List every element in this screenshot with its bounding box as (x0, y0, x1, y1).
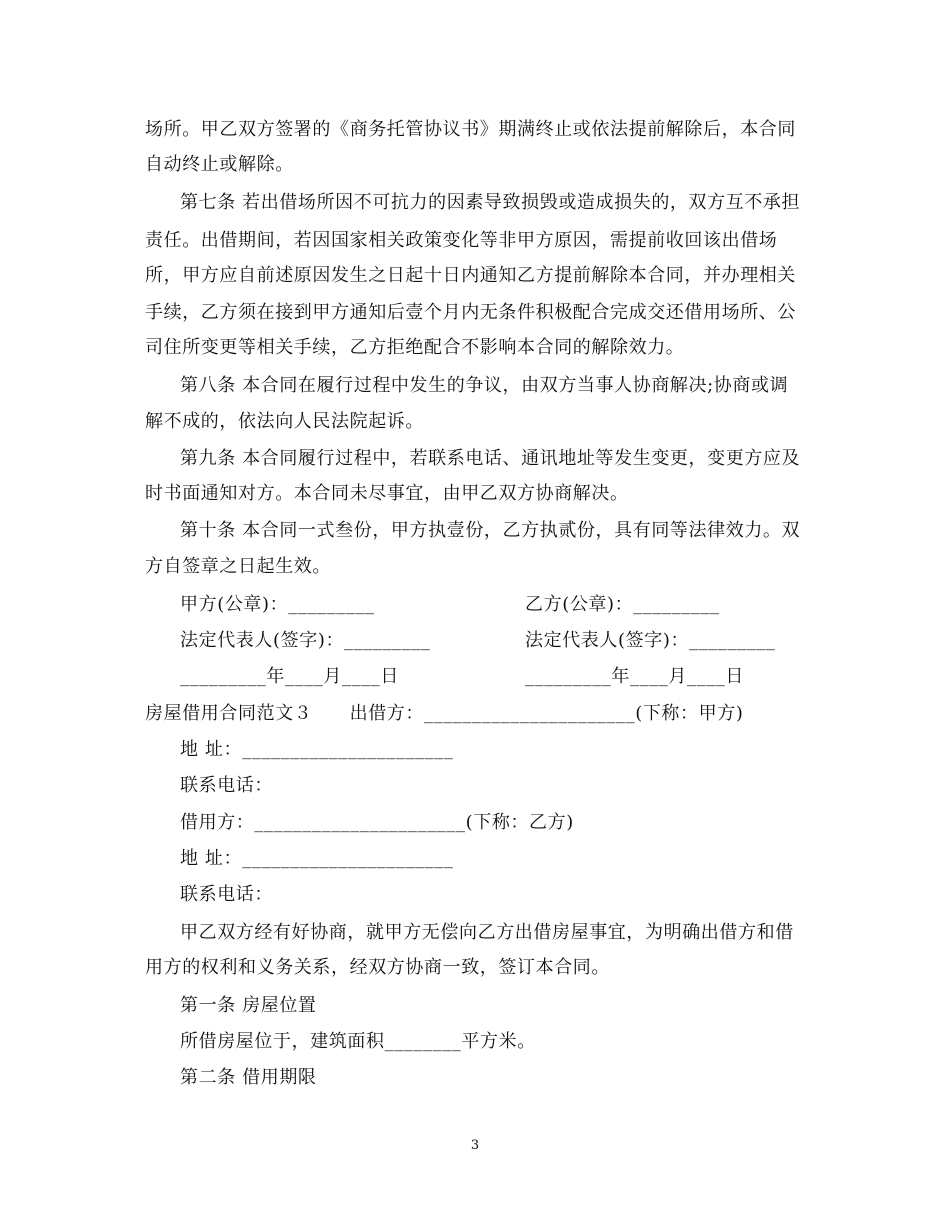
article-8-line: 第八条 本合同在履行过程中发生的争议，由双方当事人协商解决;协商或调 (180, 375, 789, 396)
article-1-title: 第一条 房屋位置 (180, 995, 317, 1016)
article-10-line: 方自签章之日起生效。 (145, 556, 331, 577)
borrower-address: 地 址：______________________ (180, 848, 454, 869)
article-1-body: 所借房屋位于，建筑面积________平方米。 (180, 1031, 536, 1052)
page-number: 3 (470, 1138, 480, 1153)
party-a-date: _________年____月____日 (180, 666, 399, 687)
article-10-line: 第十条 本合同一式叁份，甲方执壹份，乙方执贰份，具有同等法律效力。双 (180, 520, 801, 541)
article-2-title: 第二条 借用期限 (180, 1067, 317, 1088)
lender-address: 地 址：______________________ (180, 739, 454, 760)
article-7-line: 第七条 若出借场所因不可抗力的因素导致损毁或造成损失的，双方互不承担 (180, 192, 801, 213)
borrower-line: 借用方：______________________(下称：乙方) (180, 812, 574, 833)
article-9-line: 第九条 本合同履行过程中，若联系电话、通讯地址等发生变更，变更方应及 (180, 448, 801, 469)
article-8-line: 解不成的，依法向人民法院起诉。 (145, 411, 424, 432)
party-b-date: _________年____月____日 (525, 666, 744, 687)
article-7-line: 手续，乙方须在接到甲方通知后壹个月内无条件积极配合完成交还借用场所、公 (145, 302, 796, 323)
lender-phone: 联系电话： (180, 775, 273, 796)
article-7-line: 责任。出借期间，若因国家相关政策变化等非甲方原因，需提前收回该出借场 (145, 230, 778, 251)
party-b-seal: 乙方(公章)：_________ (525, 594, 720, 615)
paragraph-line: 自动终止或解除。 (145, 154, 294, 175)
contract-3-heading: 房屋借用合同范文３ 出借方：______________________(下称：甲方) (145, 703, 744, 724)
article-7-line: 所，甲方应自前述原因发生之日起十日内通知乙方提前解除本合同，并办理相关 (145, 265, 796, 286)
party-a-representative: 法定代表人(签字)：_________ (180, 630, 431, 651)
intro-line: 用方的权利和义务关系，经双方协商一致，签订本合同。 (145, 957, 610, 978)
borrower-phone: 联系电话： (180, 884, 273, 905)
article-7-line: 司住所变更等相关手续，乙方拒绝配合不影响本合同的解除效力。 (145, 337, 685, 358)
paragraph-line: 场所。甲乙双方签署的《商务托管协议书》期满终止或依法提前解除后，本合同 (145, 119, 796, 140)
intro-line: 甲乙双方经有好协商，就甲方无偿向乙方出借房屋事宜，为明确出借方和借 (180, 922, 794, 943)
article-9-line: 时书面通知对方。本合同未尽事宜，由甲乙双方协商解决。 (145, 483, 629, 504)
party-a-seal: 甲方(公章)：_________ (180, 594, 375, 615)
party-b-representative: 法定代表人(签字)：_________ (525, 630, 776, 651)
